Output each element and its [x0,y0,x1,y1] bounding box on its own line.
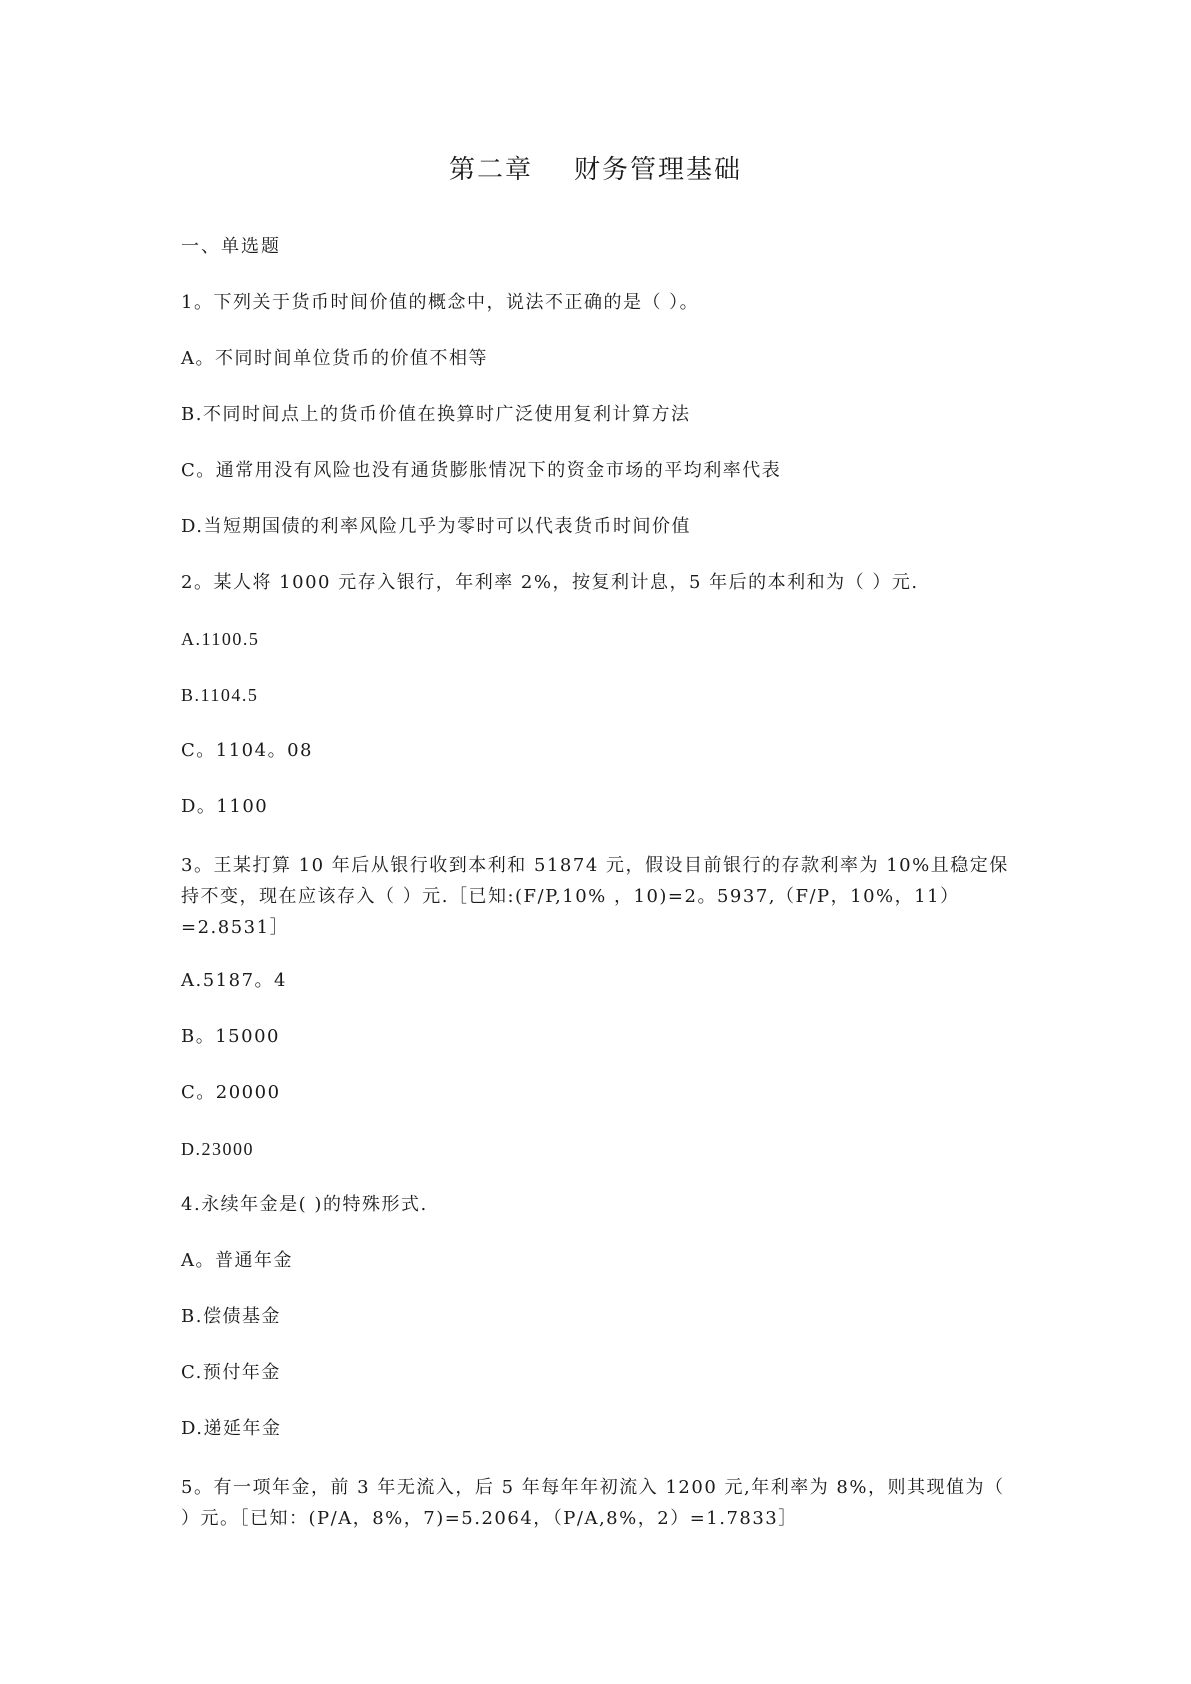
question-5-stem: 5。有一项年金，前 3 年无流入，后 5 年每年年初流入 1200 元,年利率为 8%，则其现值为（ ）元。［已知：(P/A，8%，7)=5.2064，（P/A,8%，2）=1.7833］ [181,1477,1005,1529]
question-4-option-a: A。普通年金 [181,1250,293,1271]
section-heading: 一、单选题 [181,236,281,257]
question-2-option-a: A.1100.5 [181,629,260,649]
question-3-option-b: B。15000 [181,1026,280,1047]
question-list [181,290,1021,1559]
question-1-option-d: D.当短期国债的利率风险几乎为零时可以代表货币时间价值 [181,516,692,537]
question-4-option-d: D.递延年金 [181,1418,282,1439]
question-2-stem: 2。某人将 1000 元存入银行，年利率 2%，按复利计息，5 年后的本利和为（ ）元. [181,572,919,593]
page-title: 第二章 财务管理基础 [448,155,743,185]
question-1-option-a: A。不同时间单位货币的价值不相等 [181,348,488,369]
question-4-stem: 4.永续年金是( )的特殊形式. [181,1194,428,1215]
question-3-stem: 3。王某打算 10 年后从银行收到本利和 51874 元，假设目前银行的存款利率为 10%且稳定保持不变，现在应该存入（ ）元.［已知:(F/P,10% ，10)=2。5937,（F/P，10%，11）=2.8531］ [181,855,1009,938]
question-3-option-c: C。20000 [181,1082,281,1103]
question-1-stem: 1。下列关于货币时间价值的概念中，说法不正确的是（ ）。 [181,292,700,313]
question-2-option-d: D。1100 [181,796,269,817]
question-2-option-b: B.1104.5 [181,685,259,705]
question-3-option-d: D.23000 [181,1139,254,1159]
question-2-option-c: C。1104。08 [181,740,313,761]
question-1-option-b: B.不同时间点上的货币价值在换算时广泛使用复利计算方法 [181,404,691,425]
question-1-option-c: C。通常用没有风险也没有通货膨胀情况下的资金市场的平均利率代表 [181,460,782,481]
question-3-option-a: A.5187。4 [181,970,287,991]
question-4-option-b: B.偿债基金 [181,1306,281,1327]
question-4-option-c: C.预付年金 [181,1362,281,1383]
